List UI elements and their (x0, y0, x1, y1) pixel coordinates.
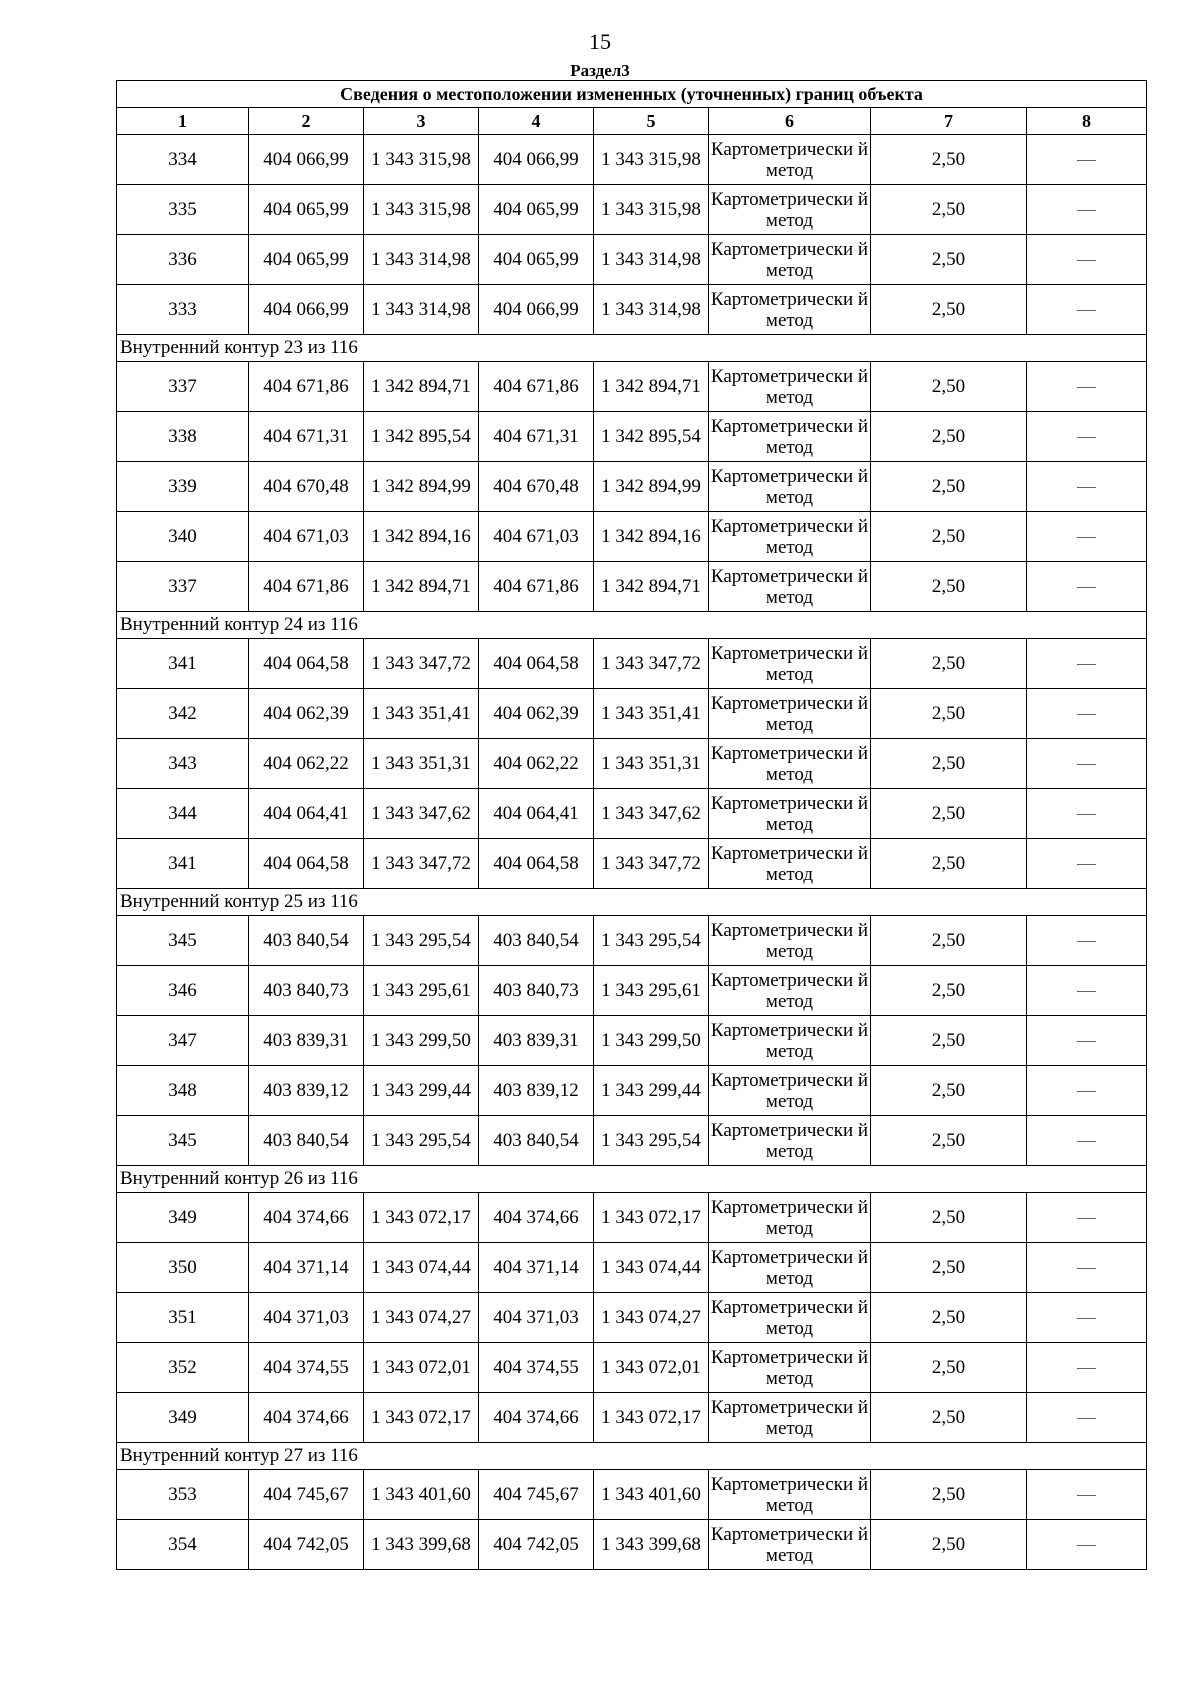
y-new-cell: 1 343 074,44 (594, 1243, 709, 1293)
accuracy-cell: 2,50 (871, 739, 1027, 789)
y-new-cell: 1 343 299,50 (594, 1016, 709, 1066)
description-cell: — (1027, 285, 1147, 335)
accuracy-cell: 2,50 (871, 1116, 1027, 1166)
x-old-cell: 404 066,99 (249, 135, 364, 185)
x-new-cell: 404 671,03 (479, 512, 594, 562)
x-new-cell: 403 840,54 (479, 916, 594, 966)
table-row (117, 916, 1147, 966)
y-old-cell: 1 343 295,54 (364, 916, 479, 966)
x-old-cell: 404 671,86 (249, 562, 364, 612)
x-new-cell: 404 671,31 (479, 412, 594, 462)
method-cell: Картометрически й метод (709, 639, 871, 689)
x-old-cell: 404 671,31 (249, 412, 364, 462)
y-new-cell: 1 343 074,27 (594, 1293, 709, 1343)
x-new-cell: 404 671,86 (479, 362, 594, 412)
table-caption: Сведения о местоположении измененных (уточненных) границ объекта (117, 81, 1147, 108)
accuracy-cell: 2,50 (871, 1066, 1027, 1116)
column-number: 8 (1027, 108, 1147, 135)
method-cell: Картометрически й метод (709, 1520, 871, 1570)
point-number-cell: 349 (117, 1393, 249, 1443)
accuracy-cell: 2,50 (871, 562, 1027, 612)
point-number-cell: 347 (117, 1016, 249, 1066)
method-cell: Картометрически й метод (709, 916, 871, 966)
description-cell: — (1027, 235, 1147, 285)
table-caption-row (117, 81, 1147, 108)
description-cell: — (1027, 1066, 1147, 1116)
accuracy-cell: 2,50 (871, 135, 1027, 185)
table-row (117, 1293, 1147, 1343)
accuracy-cell: 2,50 (871, 185, 1027, 235)
y-old-cell: 1 343 299,50 (364, 1016, 479, 1066)
x-old-cell: 404 374,55 (249, 1343, 364, 1393)
x-new-cell: 404 062,22 (479, 739, 594, 789)
point-number-cell: 337 (117, 562, 249, 612)
table-row (117, 1393, 1147, 1443)
column-number: 1 (117, 108, 249, 135)
point-number-cell: 346 (117, 966, 249, 1016)
y-old-cell: 1 343 351,41 (364, 689, 479, 739)
method-cell: Картометрически й метод (709, 185, 871, 235)
table-row (117, 1243, 1147, 1293)
x-old-cell: 403 839,12 (249, 1066, 364, 1116)
contour-heading: Внутренний контур 24 из 116 (117, 612, 1147, 639)
y-new-cell: 1 342 894,71 (594, 562, 709, 612)
y-old-cell: 1 342 894,16 (364, 512, 479, 562)
x-new-cell: 403 840,73 (479, 966, 594, 1016)
x-old-cell: 404 671,03 (249, 512, 364, 562)
y-new-cell: 1 343 347,72 (594, 639, 709, 689)
table-body (117, 81, 1147, 1570)
point-number-cell: 345 (117, 916, 249, 966)
accuracy-cell: 2,50 (871, 689, 1027, 739)
contour-heading-row (117, 1166, 1147, 1193)
contour-heading: Внутренний контур 25 из 116 (117, 889, 1147, 916)
description-cell: — (1027, 916, 1147, 966)
description-cell: — (1027, 362, 1147, 412)
method-cell: Картометрически й метод (709, 1066, 871, 1116)
y-old-cell: 1 343 295,54 (364, 1116, 479, 1166)
point-number-cell: 350 (117, 1243, 249, 1293)
method-cell: Картометрически й метод (709, 1470, 871, 1520)
point-number-cell: 349 (117, 1193, 249, 1243)
method-cell: Картометрически й метод (709, 966, 871, 1016)
method-cell: Картометрически й метод (709, 739, 871, 789)
y-new-cell: 1 343 295,54 (594, 1116, 709, 1166)
accuracy-cell: 2,50 (871, 1343, 1027, 1393)
x-old-cell: 404 670,48 (249, 462, 364, 512)
method-cell: Картометрически й метод (709, 412, 871, 462)
y-old-cell: 1 343 347,62 (364, 789, 479, 839)
y-new-cell: 1 343 295,54 (594, 916, 709, 966)
y-old-cell: 1 343 314,98 (364, 235, 479, 285)
y-old-cell: 1 343 315,98 (364, 185, 479, 235)
description-cell: — (1027, 689, 1147, 739)
y-new-cell: 1 343 072,17 (594, 1393, 709, 1443)
table-row (117, 839, 1147, 889)
description-cell: — (1027, 1116, 1147, 1166)
y-new-cell: 1 342 894,71 (594, 362, 709, 412)
accuracy-cell: 2,50 (871, 1470, 1027, 1520)
y-old-cell: 1 342 895,54 (364, 412, 479, 462)
x-old-cell: 404 062,39 (249, 689, 364, 739)
accuracy-cell: 2,50 (871, 1293, 1027, 1343)
method-cell: Картометрически й метод (709, 1293, 871, 1343)
x-new-cell: 404 374,55 (479, 1343, 594, 1393)
y-new-cell: 1 342 894,16 (594, 512, 709, 562)
description-cell: — (1027, 512, 1147, 562)
point-number-cell: 342 (117, 689, 249, 739)
description-cell: — (1027, 1393, 1147, 1443)
y-old-cell: 1 342 894,71 (364, 562, 479, 612)
y-new-cell: 1 343 314,98 (594, 235, 709, 285)
table-row (117, 789, 1147, 839)
column-number: 2 (249, 108, 364, 135)
method-cell: Картометрически й метод (709, 789, 871, 839)
point-number-cell: 333 (117, 285, 249, 335)
y-old-cell: 1 343 315,98 (364, 135, 479, 185)
y-old-cell: 1 343 072,17 (364, 1393, 479, 1443)
x-new-cell: 404 742,05 (479, 1520, 594, 1570)
column-number-row (117, 108, 1147, 135)
table-row (117, 562, 1147, 612)
y-old-cell: 1 342 894,71 (364, 362, 479, 412)
table-row (117, 362, 1147, 412)
table-row (117, 689, 1147, 739)
point-number-cell: 353 (117, 1470, 249, 1520)
y-old-cell: 1 343 401,60 (364, 1470, 479, 1520)
description-cell: — (1027, 789, 1147, 839)
x-old-cell: 403 840,54 (249, 1116, 364, 1166)
y-new-cell: 1 343 351,31 (594, 739, 709, 789)
x-new-cell: 404 670,48 (479, 462, 594, 512)
x-old-cell: 403 840,54 (249, 916, 364, 966)
contour-heading-row (117, 1443, 1147, 1470)
contour-heading-row (117, 889, 1147, 916)
y-new-cell: 1 342 894,99 (594, 462, 709, 512)
table-row (117, 639, 1147, 689)
description-cell: — (1027, 462, 1147, 512)
column-number: 6 (709, 108, 871, 135)
x-old-cell: 404 371,03 (249, 1293, 364, 1343)
accuracy-cell: 2,50 (871, 1393, 1027, 1443)
x-old-cell: 404 064,58 (249, 839, 364, 889)
accuracy-cell: 2,50 (871, 235, 1027, 285)
accuracy-cell: 2,50 (871, 512, 1027, 562)
y-old-cell: 1 343 072,01 (364, 1343, 479, 1393)
y-old-cell: 1 343 072,17 (364, 1193, 479, 1243)
x-old-cell: 404 064,41 (249, 789, 364, 839)
boundary-table (116, 80, 1147, 1570)
point-number-cell: 354 (117, 1520, 249, 1570)
contour-heading: Внутренний контур 27 из 116 (117, 1443, 1147, 1470)
table-row (117, 1016, 1147, 1066)
x-new-cell: 404 066,99 (479, 135, 594, 185)
y-old-cell: 1 343 399,68 (364, 1520, 479, 1570)
method-cell: Картометрически й метод (709, 135, 871, 185)
page-number: 15 (589, 29, 611, 54)
method-cell: Картометрически й метод (709, 689, 871, 739)
table-row (117, 285, 1147, 335)
y-new-cell: 1 343 314,98 (594, 285, 709, 335)
accuracy-cell: 2,50 (871, 966, 1027, 1016)
x-new-cell: 404 374,66 (479, 1393, 594, 1443)
table-row (117, 1116, 1147, 1166)
point-number-cell: 345 (117, 1116, 249, 1166)
point-number-cell: 336 (117, 235, 249, 285)
x-old-cell: 404 062,22 (249, 739, 364, 789)
point-number-cell: 334 (117, 135, 249, 185)
table-row (117, 512, 1147, 562)
x-new-cell: 404 062,39 (479, 689, 594, 739)
description-cell: — (1027, 135, 1147, 185)
y-old-cell: 1 343 074,27 (364, 1293, 479, 1343)
point-number-cell: 341 (117, 639, 249, 689)
y-new-cell: 1 342 895,54 (594, 412, 709, 462)
table-row (117, 1066, 1147, 1116)
point-number-cell: 340 (117, 512, 249, 562)
accuracy-cell: 2,50 (871, 1193, 1027, 1243)
y-old-cell: 1 343 347,72 (364, 639, 479, 689)
x-old-cell: 403 839,31 (249, 1016, 364, 1066)
x-new-cell: 403 839,12 (479, 1066, 594, 1116)
table-row (117, 412, 1147, 462)
method-cell: Картометрически й метод (709, 1243, 871, 1293)
description-cell: — (1027, 639, 1147, 689)
description-cell: — (1027, 562, 1147, 612)
x-old-cell: 404 374,66 (249, 1393, 364, 1443)
y-new-cell: 1 343 315,98 (594, 135, 709, 185)
column-number: 3 (364, 108, 479, 135)
accuracy-cell: 2,50 (871, 412, 1027, 462)
y-old-cell: 1 343 299,44 (364, 1066, 479, 1116)
x-new-cell: 403 839,31 (479, 1016, 594, 1066)
x-new-cell: 404 374,66 (479, 1193, 594, 1243)
description-cell: — (1027, 1193, 1147, 1243)
y-new-cell: 1 343 072,01 (594, 1343, 709, 1393)
table-row (117, 1520, 1147, 1570)
section-title: Раздел3 (570, 61, 630, 80)
x-new-cell: 404 064,58 (479, 639, 594, 689)
x-new-cell: 403 840,54 (479, 1116, 594, 1166)
point-number-cell: 343 (117, 739, 249, 789)
table-row (117, 235, 1147, 285)
y-new-cell: 1 343 295,61 (594, 966, 709, 1016)
contour-heading: Внутренний контур 23 из 116 (117, 335, 1147, 362)
point-number-cell: 337 (117, 362, 249, 412)
method-cell: Картометрически й метод (709, 285, 871, 335)
y-new-cell: 1 343 401,60 (594, 1470, 709, 1520)
x-new-cell: 404 065,99 (479, 185, 594, 235)
method-cell: Картометрически й метод (709, 1343, 871, 1393)
y-old-cell: 1 343 074,44 (364, 1243, 479, 1293)
method-cell: Картометрически й метод (709, 839, 871, 889)
description-cell: — (1027, 739, 1147, 789)
y-old-cell: 1 343 351,31 (364, 739, 479, 789)
point-number-cell: 351 (117, 1293, 249, 1343)
x-new-cell: 404 745,67 (479, 1470, 594, 1520)
y-new-cell: 1 343 347,72 (594, 839, 709, 889)
table-row (117, 966, 1147, 1016)
x-new-cell: 404 064,41 (479, 789, 594, 839)
accuracy-cell: 2,50 (871, 639, 1027, 689)
x-old-cell: 404 671,86 (249, 362, 364, 412)
accuracy-cell: 2,50 (871, 1016, 1027, 1066)
point-number-cell: 344 (117, 789, 249, 839)
accuracy-cell: 2,50 (871, 789, 1027, 839)
point-number-cell: 341 (117, 839, 249, 889)
x-new-cell: 404 371,14 (479, 1243, 594, 1293)
y-old-cell: 1 343 347,72 (364, 839, 479, 889)
column-number: 7 (871, 108, 1027, 135)
description-cell: — (1027, 839, 1147, 889)
y-old-cell: 1 343 295,61 (364, 966, 479, 1016)
y-old-cell: 1 343 314,98 (364, 285, 479, 335)
method-cell: Картометрически й метод (709, 462, 871, 512)
x-new-cell: 404 671,86 (479, 562, 594, 612)
x-new-cell: 404 371,03 (479, 1293, 594, 1343)
point-number-cell: 348 (117, 1066, 249, 1116)
table-row (117, 739, 1147, 789)
x-old-cell: 403 840,73 (249, 966, 364, 1016)
table-row (117, 1193, 1147, 1243)
description-cell: — (1027, 1520, 1147, 1570)
column-number: 5 (594, 108, 709, 135)
method-cell: Картометрически й метод (709, 1016, 871, 1066)
y-new-cell: 1 343 347,62 (594, 789, 709, 839)
description-cell: — (1027, 966, 1147, 1016)
x-new-cell: 404 065,99 (479, 235, 594, 285)
x-old-cell: 404 066,99 (249, 285, 364, 335)
description-cell: — (1027, 1243, 1147, 1293)
y-new-cell: 1 343 072,17 (594, 1193, 709, 1243)
table-row (117, 135, 1147, 185)
method-cell: Картометрически й метод (709, 1393, 871, 1443)
table-row (117, 1470, 1147, 1520)
contour-heading-row (117, 612, 1147, 639)
contour-heading-row (117, 335, 1147, 362)
accuracy-cell: 2,50 (871, 462, 1027, 512)
x-old-cell: 404 065,99 (249, 235, 364, 285)
x-old-cell: 404 065,99 (249, 185, 364, 235)
y-new-cell: 1 343 299,44 (594, 1066, 709, 1116)
description-cell: — (1027, 412, 1147, 462)
table-row (117, 462, 1147, 512)
contour-heading: Внутренний контур 26 из 116 (117, 1166, 1147, 1193)
accuracy-cell: 2,50 (871, 362, 1027, 412)
description-cell: — (1027, 1016, 1147, 1066)
method-cell: Картометрически й метод (709, 562, 871, 612)
accuracy-cell: 2,50 (871, 285, 1027, 335)
x-old-cell: 404 374,66 (249, 1193, 364, 1243)
description-cell: — (1027, 1293, 1147, 1343)
point-number-cell: 338 (117, 412, 249, 462)
accuracy-cell: 2,50 (871, 839, 1027, 889)
x-old-cell: 404 371,14 (249, 1243, 364, 1293)
method-cell: Картометрически й метод (709, 235, 871, 285)
accuracy-cell: 2,50 (871, 916, 1027, 966)
column-number: 4 (479, 108, 594, 135)
x-old-cell: 404 064,58 (249, 639, 364, 689)
x-old-cell: 404 745,67 (249, 1470, 364, 1520)
point-number-cell: 352 (117, 1343, 249, 1393)
y-old-cell: 1 342 894,99 (364, 462, 479, 512)
x-new-cell: 404 064,58 (479, 839, 594, 889)
description-cell: — (1027, 1470, 1147, 1520)
method-cell: Картометрически й метод (709, 512, 871, 562)
y-new-cell: 1 343 351,41 (594, 689, 709, 739)
method-cell: Картометрически й метод (709, 1193, 871, 1243)
table-row (117, 185, 1147, 235)
table-row (117, 1343, 1147, 1393)
description-cell: — (1027, 1343, 1147, 1393)
x-new-cell: 404 066,99 (479, 285, 594, 335)
method-cell: Картометрически й метод (709, 1116, 871, 1166)
point-number-cell: 335 (117, 185, 249, 235)
x-old-cell: 404 742,05 (249, 1520, 364, 1570)
accuracy-cell: 2,50 (871, 1243, 1027, 1293)
method-cell: Картометрически й метод (709, 362, 871, 412)
accuracy-cell: 2,50 (871, 1520, 1027, 1570)
y-new-cell: 1 343 399,68 (594, 1520, 709, 1570)
y-new-cell: 1 343 315,98 (594, 185, 709, 235)
description-cell: — (1027, 185, 1147, 235)
point-number-cell: 339 (117, 462, 249, 512)
